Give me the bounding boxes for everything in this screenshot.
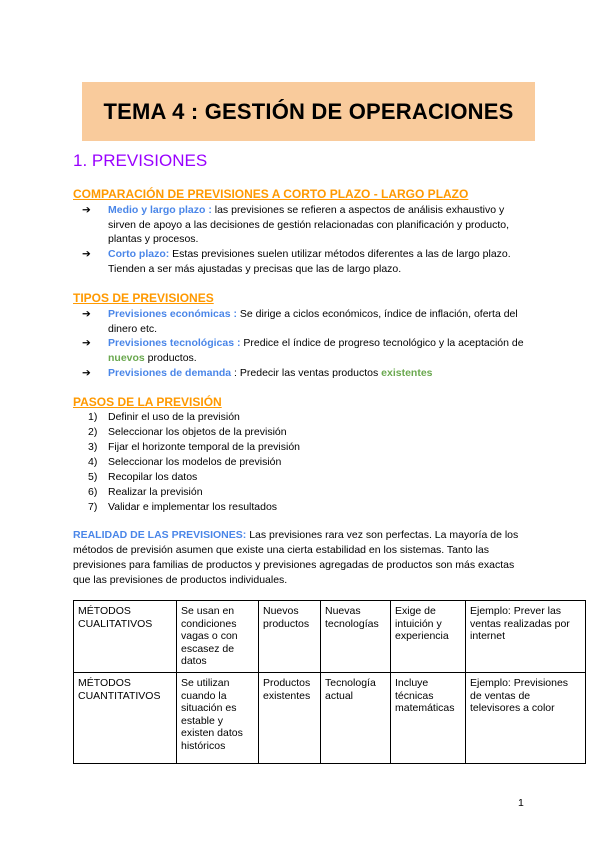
list-item: 1) Definir el uso de la previsión [88, 411, 240, 423]
table-row [74, 601, 586, 673]
table-cell: Productos existentes [259, 673, 321, 764]
list-item: 5) Recopilar los datos [88, 471, 198, 483]
term: Previsiones tecnológicas : [108, 337, 241, 349]
arrow-icon: ➔ [82, 248, 91, 260]
table-cell: Tecnología actual [321, 673, 391, 764]
item-text: Predice el índice de progreso tecnológico y la aceptación de [240, 337, 524, 349]
realidad-paragraph [73, 528, 533, 588]
list-item: 6) Realizar la previsión [88, 486, 203, 498]
arrow-icon: ➔ [82, 367, 91, 379]
title-box [82, 82, 535, 141]
table-cell: Nuevas tecnologías [321, 601, 391, 673]
term: Corto plazo: [108, 248, 170, 260]
list-item: 2) Seleccionar los objetos de la previsión [88, 426, 287, 438]
arrow-icon: ➔ [82, 308, 91, 320]
table-cell: MÉTODOS CUALITATIVOS [74, 601, 177, 673]
highlight: existentes [381, 367, 433, 379]
item-text: productos. [144, 351, 197, 364]
list-item: 4) Seleccionar los modelos de previsión [88, 456, 282, 468]
arrow-icon: ➔ [82, 337, 91, 349]
methods-table [73, 600, 586, 764]
table-cell: Ejemplo: Prever las ventas realizadas por internet [466, 601, 586, 673]
term: Previsiones de demanda [108, 367, 232, 379]
realidad-text: Las previsiones rara vez son perfectas. La mayoría de los métodos de previsión asumen que existe una cierta estabilidad en los sistemas. Tanto las previsiones para familias de productos y previsiones agregadas de productos son más exactas que las previsiones de productos individuales. [73, 529, 519, 586]
item-text: Se dirige a ciclos económicos, índice de inflación, oferta del dinero etc. [108, 308, 518, 335]
table-cell: Se usan en condiciones vagas o con escasez de datos [177, 601, 259, 673]
list-item [82, 203, 532, 247]
highlight: nuevos [108, 351, 145, 364]
page-number: 1 [518, 797, 524, 809]
item-text: Estas previsiones suelen utilizar métodos diferentes a las de largo plazo. Tienden a ser más ajustadas y precisas que las de largo plazo. [108, 248, 511, 275]
table-cell: Ejemplo: Previsiones de ventas de televisores a color [466, 673, 586, 764]
realidad-heading: REALIDAD DE LAS PREVISIONES: [73, 529, 247, 541]
page-title: TEMA 4 : GESTIÓN DE OPERACIONES [103, 99, 514, 124]
list-item [82, 336, 532, 365]
table-cell: Incluye técnicas matemáticas [391, 673, 466, 764]
term: Previsiones económicas : [108, 308, 237, 320]
list-item: 3) Fijar el horizonte temporal de la previsión [88, 441, 301, 453]
table-cell: Exige de intuición y experiencia [391, 601, 466, 673]
steps-list [88, 410, 300, 515]
item-text: : Predecir las ventas productos [231, 367, 382, 379]
section-heading: 1. PREVISIONES [73, 151, 208, 170]
list-item [82, 307, 532, 336]
table-row [74, 673, 586, 764]
list-item [82, 247, 532, 276]
arrow-icon: ➔ [82, 204, 91, 216]
list-item [82, 366, 532, 381]
list-item: 7) Validar e implementar los resultados [88, 501, 278, 513]
tipos-heading: TIPOS DE PREVISIONES [73, 291, 214, 305]
item-text: las previsiones se refieren a aspectos de análisis exhaustivo y sirven de apoyo a las decisiones de gestión relacionadas con planificación y producto, plantas y procesos. [108, 204, 509, 245]
pasos-heading: PASOS DE LA PREVISIÓN [73, 395, 222, 409]
comparacion-heading: COMPARACIÓN DE PREVISIONES A CORTO PLAZO - LARGO PLAZO [73, 187, 469, 201]
table-cell: MÉTODOS CUANTITATIVOS [74, 673, 177, 764]
table-cell: Nuevos productos [259, 601, 321, 673]
term: Medio y largo plazo : [108, 204, 212, 216]
table-cell: Se utilizan cuando la situación es estable y existen datos históricos [177, 673, 259, 764]
